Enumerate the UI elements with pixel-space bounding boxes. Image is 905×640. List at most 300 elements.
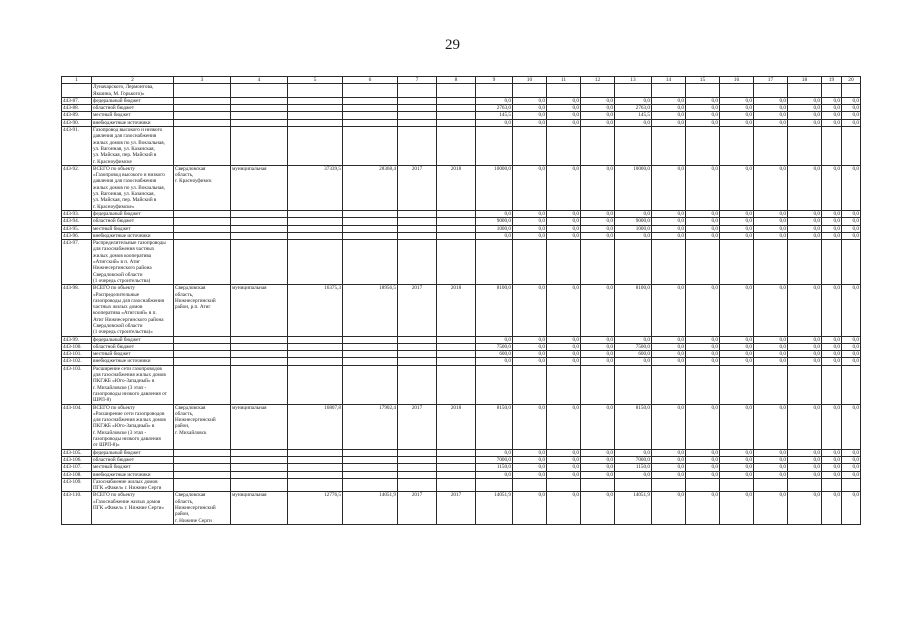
value-cell — [720, 365, 754, 404]
row-code-cell: 443-90. — [62, 119, 92, 126]
row-code-cell: 443-96. — [62, 232, 92, 239]
value-cell: 0,0 — [652, 119, 686, 126]
description-cell: Расширение сети газопроводов для газоснабжения жилых домов ПКГЖБ «Юго-Западный» в г. Михайловске (3 этап - газопроводы низкого давления от ШРП-8) — [92, 365, 174, 404]
value-cell: 0,0 — [547, 105, 581, 112]
value-cell: 0,0 — [842, 351, 861, 358]
column-number: 1 — [62, 77, 92, 84]
value-cell — [288, 478, 343, 492]
value-cell: 0,0 — [652, 464, 686, 471]
year-cell — [398, 358, 437, 365]
value-cell: 0,0 — [513, 285, 547, 336]
value-cell — [686, 240, 720, 285]
value-cell: 0,0 — [547, 471, 581, 478]
value-cell: 0,0 — [686, 358, 720, 365]
value-cell: 0,0 — [476, 210, 513, 217]
location-cell — [174, 97, 231, 104]
value-cell: 0,0 — [720, 225, 754, 232]
value-cell: 0,0 — [652, 232, 686, 239]
value-cell: 0,0 — [842, 285, 861, 336]
value-cell: 600,0 — [615, 351, 652, 358]
ownership-cell — [231, 351, 288, 358]
value-cell — [720, 84, 754, 98]
value-cell — [343, 240, 398, 285]
value-cell: 0,0 — [513, 404, 547, 449]
value-cell: 0,0 — [652, 105, 686, 112]
ownership-cell — [231, 336, 288, 343]
value-cell: 0,0 — [822, 336, 842, 343]
row-code-cell: 443-109. — [62, 478, 92, 492]
value-cell: 0,0 — [788, 105, 822, 112]
value-cell: 0,0 — [842, 404, 861, 449]
value-cell: 0,0 — [581, 456, 615, 463]
value-cell: 0,0 — [686, 456, 720, 463]
value-cell: 0,0 — [720, 112, 754, 119]
value-cell: 0,0 — [686, 471, 720, 478]
column-number: 14 — [652, 77, 686, 84]
row-code-cell: 443-88. — [62, 105, 92, 112]
location-cell — [174, 351, 231, 358]
value-cell: 0,0 — [788, 232, 822, 239]
value-cell: 0,0 — [754, 285, 788, 336]
value-cell: 600,0 — [476, 351, 513, 358]
column-number: 10 — [513, 77, 547, 84]
value-cell — [343, 225, 398, 232]
year-cell — [398, 84, 437, 98]
value-cell: 0,0 — [652, 97, 686, 104]
row-code-cell: 443-104. — [62, 404, 92, 449]
value-cell: 0,0 — [686, 336, 720, 343]
value-cell: 0,0 — [615, 232, 652, 239]
value-cell: 0,0 — [822, 165, 842, 210]
ownership-cell — [231, 456, 288, 463]
value-cell: 0,0 — [788, 210, 822, 217]
description-cell: внебюджетные источники — [92, 471, 174, 478]
value-cell: 0,0 — [720, 358, 754, 365]
value-cell: 0,0 — [788, 343, 822, 350]
value-cell — [288, 84, 343, 98]
value-cell — [343, 478, 398, 492]
column-number: 20 — [842, 77, 861, 84]
value-cell: 0,0 — [547, 492, 581, 524]
column-number: 16 — [720, 77, 754, 84]
value-cell — [288, 449, 343, 456]
value-cell — [822, 478, 842, 492]
value-cell: 0,0 — [822, 351, 842, 358]
value-cell — [288, 343, 343, 350]
value-cell: 0,0 — [788, 404, 822, 449]
value-cell: 8150,0 — [615, 404, 652, 449]
value-cell: 0,0 — [581, 285, 615, 336]
column-number: 2 — [92, 77, 174, 84]
year-cell — [437, 210, 476, 217]
year-cell — [398, 225, 437, 232]
description-cell: внебюджетные источники — [92, 119, 174, 126]
value-cell: 1150,0 — [476, 464, 513, 471]
value-cell: 0,0 — [822, 449, 842, 456]
value-cell: 0,0 — [513, 336, 547, 343]
value-cell: 0,0 — [513, 492, 547, 524]
value-cell — [615, 84, 652, 98]
value-cell: 0,0 — [822, 404, 842, 449]
year-cell — [398, 240, 437, 285]
table-row — [62, 351, 861, 358]
value-cell: 0,0 — [581, 210, 615, 217]
value-cell: 0,0 — [581, 343, 615, 350]
location-cell — [174, 84, 231, 98]
value-cell: 0,0 — [581, 119, 615, 126]
value-cell: 0,0 — [581, 358, 615, 365]
ownership-cell — [231, 464, 288, 471]
value-cell — [686, 365, 720, 404]
value-cell — [343, 112, 398, 119]
value-cell — [652, 84, 686, 98]
value-cell: 14051,9 — [476, 492, 513, 524]
value-cell — [842, 478, 861, 492]
value-cell: 0,0 — [686, 105, 720, 112]
value-cell — [686, 478, 720, 492]
value-cell: 0,0 — [581, 105, 615, 112]
value-cell — [822, 84, 842, 98]
location-cell — [174, 240, 231, 285]
ownership-cell: муниципальная — [231, 285, 288, 336]
table-row — [62, 240, 861, 285]
value-cell: 0,0 — [581, 492, 615, 524]
value-cell: 9000,0 — [476, 218, 513, 225]
value-cell: 2763,0 — [615, 105, 652, 112]
value-cell: 0,0 — [842, 358, 861, 365]
year-cell — [398, 97, 437, 104]
value-cell — [343, 464, 398, 471]
value-cell — [615, 240, 652, 285]
value-cell: 1000,0 — [615, 225, 652, 232]
table-row — [62, 471, 861, 478]
value-cell: 0,0 — [754, 492, 788, 524]
row-code-cell: 443-95. — [62, 225, 92, 232]
ownership-cell — [231, 127, 288, 166]
value-cell — [513, 84, 547, 98]
value-cell — [476, 478, 513, 492]
year-cell — [398, 471, 437, 478]
description-cell: федеральный бюджет — [92, 97, 174, 104]
row-code-cell: 443-92. — [62, 165, 92, 210]
value-cell: 0,0 — [754, 165, 788, 210]
value-cell — [754, 240, 788, 285]
value-cell: 0,0 — [754, 351, 788, 358]
ownership-cell: муниципальная — [231, 492, 288, 524]
value-cell — [513, 240, 547, 285]
value-cell: 0,0 — [513, 105, 547, 112]
year-cell — [437, 240, 476, 285]
value-cell: 0,0 — [686, 225, 720, 232]
value-cell: 0,0 — [581, 97, 615, 104]
value-cell: 0,0 — [513, 471, 547, 478]
value-cell: 0,0 — [547, 336, 581, 343]
value-cell: 0,0 — [652, 404, 686, 449]
value-cell: 0,0 — [822, 285, 842, 336]
value-cell — [288, 365, 343, 404]
value-cell — [476, 240, 513, 285]
row-code-cell: 443-108. — [62, 471, 92, 478]
value-cell — [652, 478, 686, 492]
value-cell: 0,0 — [788, 492, 822, 524]
table-row — [62, 464, 861, 471]
value-cell — [513, 127, 547, 166]
value-cell: 7000,0 — [615, 456, 652, 463]
value-cell: 2763,0 — [476, 105, 513, 112]
value-cell: 0,0 — [547, 343, 581, 350]
location-cell — [174, 105, 231, 112]
value-cell: 37339,5 — [288, 165, 343, 210]
location-cell: Свердловская область, Нижнесергинский район, г. Нижние Серги — [174, 492, 231, 524]
year-cell — [437, 112, 476, 119]
value-cell: 0,0 — [822, 105, 842, 112]
value-cell: 145,5 — [476, 112, 513, 119]
value-cell — [288, 112, 343, 119]
year-cell — [398, 336, 437, 343]
value-cell — [476, 84, 513, 98]
value-cell: 0,0 — [513, 464, 547, 471]
value-cell — [476, 127, 513, 166]
description-cell: ВСЕГО по объекту «Расширение сети газопроводов для газоснабжения жилых домов ПКГЖБ «Юго-Западный» в г. Михайловске (3 этап - газопроводы низкого давления от ШРП-8)» — [92, 404, 174, 449]
table-row — [62, 478, 861, 492]
value-cell — [547, 365, 581, 404]
value-cell: 0,0 — [788, 471, 822, 478]
value-cell: 0,0 — [581, 404, 615, 449]
table-row — [62, 112, 861, 119]
value-cell: 0,0 — [842, 112, 861, 119]
row-code-cell: 443-110. — [62, 492, 92, 524]
value-cell — [288, 127, 343, 166]
value-cell: 0,0 — [822, 225, 842, 232]
value-cell: 0,0 — [581, 464, 615, 471]
value-cell — [513, 478, 547, 492]
description-cell: областной бюджет — [92, 105, 174, 112]
location-cell — [174, 343, 231, 350]
value-cell: 0,0 — [842, 336, 861, 343]
value-cell: 14051,9 — [615, 492, 652, 524]
value-cell: 0,0 — [842, 97, 861, 104]
value-cell: 0,0 — [720, 105, 754, 112]
column-number: 11 — [547, 77, 581, 84]
value-cell: 0,0 — [547, 358, 581, 365]
value-cell — [842, 240, 861, 285]
year-cell — [437, 358, 476, 365]
value-cell: 0,0 — [720, 343, 754, 350]
ownership-cell — [231, 358, 288, 365]
value-cell — [788, 127, 822, 166]
year-cell — [398, 464, 437, 471]
year-cell — [437, 456, 476, 463]
row-code-cell: 443-99. — [62, 336, 92, 343]
value-cell: 0,0 — [686, 165, 720, 210]
year-cell — [398, 478, 437, 492]
year-cell — [398, 112, 437, 119]
value-cell: 0,0 — [822, 210, 842, 217]
value-cell: 0,0 — [686, 97, 720, 104]
table-row — [62, 105, 861, 112]
value-cell: 0,0 — [476, 471, 513, 478]
value-cell: 0,0 — [513, 351, 547, 358]
value-cell: 0,0 — [581, 351, 615, 358]
row-code-cell: 443-94. — [62, 218, 92, 225]
value-cell: 0,0 — [652, 210, 686, 217]
value-cell — [720, 127, 754, 166]
value-cell: 0,0 — [476, 449, 513, 456]
year-cell — [437, 478, 476, 492]
value-cell: 0,0 — [788, 112, 822, 119]
value-cell: 0,0 — [686, 351, 720, 358]
ownership-cell: муниципальная — [231, 404, 288, 449]
value-cell: 0,0 — [652, 336, 686, 343]
value-cell: 0,0 — [547, 351, 581, 358]
value-cell — [788, 478, 822, 492]
value-cell — [822, 365, 842, 404]
column-number: 3 — [174, 77, 231, 84]
column-number: 17 — [754, 77, 788, 84]
value-cell: 0,0 — [581, 232, 615, 239]
ownership-cell: муниципальная — [231, 165, 288, 210]
value-cell: 0,0 — [788, 336, 822, 343]
value-cell: 0,0 — [513, 449, 547, 456]
table-row — [62, 343, 861, 350]
year-cell — [398, 449, 437, 456]
value-cell — [513, 365, 547, 404]
value-cell: 0,0 — [720, 404, 754, 449]
location-cell — [174, 358, 231, 365]
year-cell — [437, 225, 476, 232]
row-code-cell — [62, 84, 92, 98]
value-cell: 0,0 — [513, 456, 547, 463]
value-cell — [343, 119, 398, 126]
value-cell: 0,0 — [615, 119, 652, 126]
value-cell: 0,0 — [720, 97, 754, 104]
row-code-cell: 443-107. — [62, 464, 92, 471]
value-cell — [581, 365, 615, 404]
value-cell: 7500,0 — [615, 343, 652, 350]
value-cell: 0,0 — [476, 119, 513, 126]
year-cell: 2018 — [437, 404, 476, 449]
value-cell: 0,0 — [720, 232, 754, 239]
value-cell: 0,0 — [754, 97, 788, 104]
year-cell — [398, 105, 437, 112]
value-cell: 0,0 — [754, 218, 788, 225]
value-cell: 0,0 — [686, 404, 720, 449]
table-row — [62, 165, 861, 210]
row-code-cell: 443-87. — [62, 97, 92, 104]
value-cell — [288, 119, 343, 126]
description-cell: внебюджетные источники — [92, 358, 174, 365]
value-cell — [343, 449, 398, 456]
value-cell: 1000,0 — [476, 225, 513, 232]
value-cell: 8100,0 — [476, 285, 513, 336]
value-cell — [581, 127, 615, 166]
value-cell: 0,0 — [822, 218, 842, 225]
value-cell: 0,0 — [476, 358, 513, 365]
value-cell: 0,0 — [720, 165, 754, 210]
location-cell — [174, 471, 231, 478]
value-cell: 0,0 — [513, 225, 547, 232]
value-cell: 0,0 — [547, 404, 581, 449]
value-cell: 0,0 — [652, 449, 686, 456]
year-cell — [437, 232, 476, 239]
value-cell: 0,0 — [547, 232, 581, 239]
value-cell: 0,0 — [513, 343, 547, 350]
row-code-cell: 443-106. — [62, 456, 92, 463]
value-cell: 7500,0 — [476, 343, 513, 350]
value-cell: 8150,0 — [476, 404, 513, 449]
year-cell — [437, 119, 476, 126]
value-cell: 0,0 — [513, 112, 547, 119]
value-cell: 0,0 — [652, 343, 686, 350]
description-cell: ВСЕГО по объекту «Распределительные газопроводы для газоснабжения частных жилых домов кооператива «Атигский» в п. Атиг Нижнесергинского района Свердловской области (1 очередь строительства)» — [92, 285, 174, 336]
location-cell — [174, 478, 231, 492]
value-cell: 0,0 — [822, 112, 842, 119]
value-cell: 0,0 — [822, 358, 842, 365]
value-cell — [686, 127, 720, 166]
value-cell: 0,0 — [513, 210, 547, 217]
year-cell: 2017 — [437, 492, 476, 524]
ownership-cell — [231, 449, 288, 456]
value-cell — [343, 343, 398, 350]
value-cell: 0,0 — [581, 225, 615, 232]
value-cell: 0,0 — [476, 336, 513, 343]
year-cell — [437, 127, 476, 166]
year-cell: 2017 — [398, 285, 437, 336]
ownership-cell — [231, 105, 288, 112]
location-cell — [174, 225, 231, 232]
value-cell: 0,0 — [754, 464, 788, 471]
column-number-row — [62, 77, 861, 84]
description-cell: Газоснабжение жилых домов ПГК «Факел» г. Нижние Серги — [92, 478, 174, 492]
column-number: 12 — [581, 77, 615, 84]
value-cell — [288, 218, 343, 225]
value-cell: 8100,0 — [615, 285, 652, 336]
value-cell — [288, 105, 343, 112]
value-cell — [547, 127, 581, 166]
value-cell: 0,0 — [720, 218, 754, 225]
value-cell: 0,0 — [822, 471, 842, 478]
value-cell: 17902,4 — [343, 404, 398, 449]
table-row — [62, 285, 861, 336]
value-cell: 0,0 — [652, 225, 686, 232]
value-cell: 0,0 — [754, 232, 788, 239]
value-cell — [288, 97, 343, 104]
value-cell: 0,0 — [842, 464, 861, 471]
value-cell: 0,0 — [652, 358, 686, 365]
value-cell: 0,0 — [615, 336, 652, 343]
year-cell — [437, 365, 476, 404]
value-cell: 0,0 — [720, 351, 754, 358]
value-cell — [788, 84, 822, 98]
value-cell: 0,0 — [513, 218, 547, 225]
value-cell: 10000,0 — [476, 165, 513, 210]
value-cell: 0,0 — [822, 97, 842, 104]
value-cell: 0,0 — [788, 351, 822, 358]
column-number: 7 — [398, 77, 437, 84]
year-cell — [398, 218, 437, 225]
value-cell: 0,0 — [581, 471, 615, 478]
value-cell: 0,0 — [476, 232, 513, 239]
value-cell: 0,0 — [513, 232, 547, 239]
value-cell: 0,0 — [842, 119, 861, 126]
value-cell: 0,0 — [652, 456, 686, 463]
year-cell: 2017 — [398, 492, 437, 524]
year-cell — [437, 218, 476, 225]
ownership-cell — [231, 218, 288, 225]
description-cell: местный бюджет — [92, 112, 174, 119]
year-cell — [398, 119, 437, 126]
ownership-cell — [231, 119, 288, 126]
